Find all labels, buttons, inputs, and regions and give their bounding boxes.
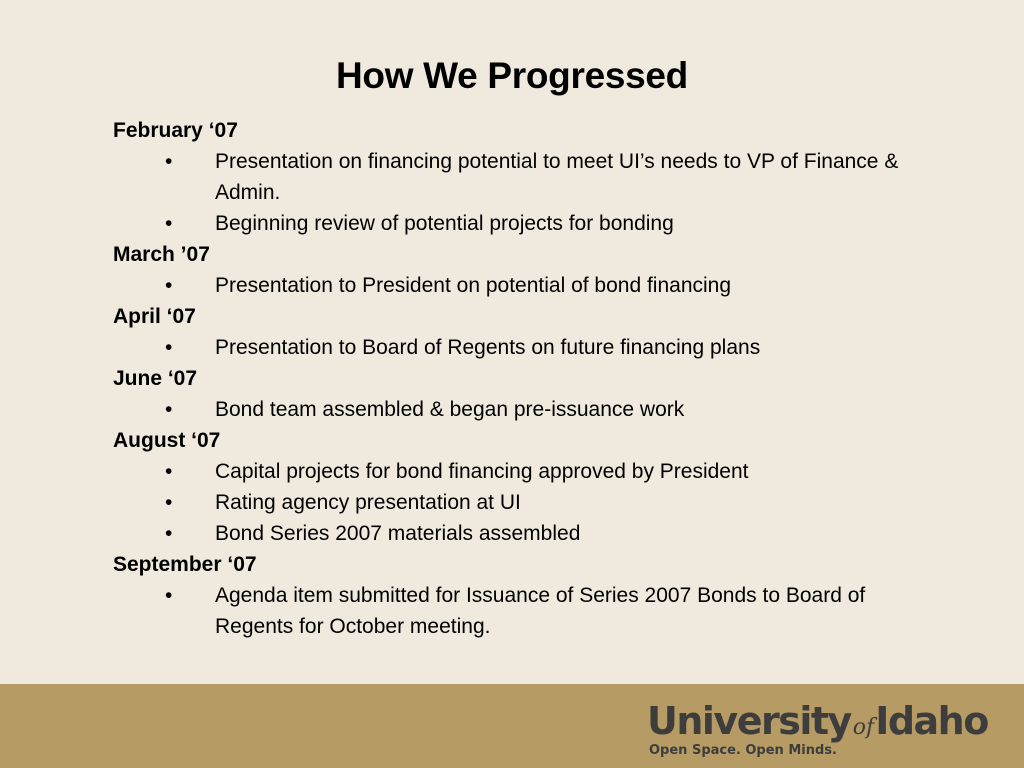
bullet-item [113, 146, 915, 208]
bullet-text: Bond team assembled & began pre-issuance work [215, 398, 685, 421]
section-heading: March ’07 [113, 243, 210, 266]
footer-band [0, 684, 1024, 768]
bullet-item [113, 208, 915, 239]
bullet-icon: • [165, 274, 173, 297]
section-heading: April ‘07 [113, 305, 196, 328]
bullet-item [113, 580, 915, 642]
logo-university: University [647, 699, 851, 743]
section-heading: September ‘07 [113, 553, 257, 576]
logo-idaho: Idaho [875, 699, 988, 743]
bullet-item [113, 394, 915, 425]
slide-title: How We Progressed [336, 55, 688, 96]
section-heading: August ‘07 [113, 429, 221, 452]
bullet-icon: • [165, 150, 173, 173]
bullet-icon: • [165, 460, 173, 483]
bullet-icon: • [165, 491, 173, 514]
university-logo [647, 698, 992, 758]
bullet-text: Presentation to President on potential of bond financing [215, 274, 732, 297]
bullet-icon: • [165, 336, 173, 359]
bullet-text: Presentation to Board of Regents on future financing plans [215, 336, 761, 359]
bullet-icon: • [165, 522, 173, 545]
bullet-icon: • [165, 584, 173, 607]
bullet-text: Capital projects for bond financing approved by President [215, 460, 749, 483]
section-heading: February ‘07 [113, 119, 238, 142]
bullet-item [113, 518, 915, 549]
bullet-icon: • [165, 212, 173, 235]
section-heading: June ‘07 [113, 367, 198, 390]
bullet-text: Presentation on financing potential to meet UI’s needs to VP of Finance & Admin. [215, 150, 899, 204]
bullet-item [113, 332, 915, 363]
bullet-item [113, 487, 915, 518]
bullet-item [113, 270, 915, 301]
logo-of: of [852, 715, 875, 740]
bullet-icon: • [165, 398, 173, 421]
bullet-item [113, 456, 915, 487]
timeline-content [113, 115, 933, 642]
logo-tagline: Open Space. Open Minds. [649, 743, 837, 758]
bullet-text: Beginning review of potential projects for bonding [215, 212, 674, 235]
bullet-text: Rating agency presentation at UI [215, 491, 521, 514]
bullet-text: Bond Series 2007 materials assembled [215, 522, 581, 545]
bullet-text: Agenda item submitted for Issuance of Series 2007 Bonds to Board of Regents for October meeting. [215, 584, 866, 638]
